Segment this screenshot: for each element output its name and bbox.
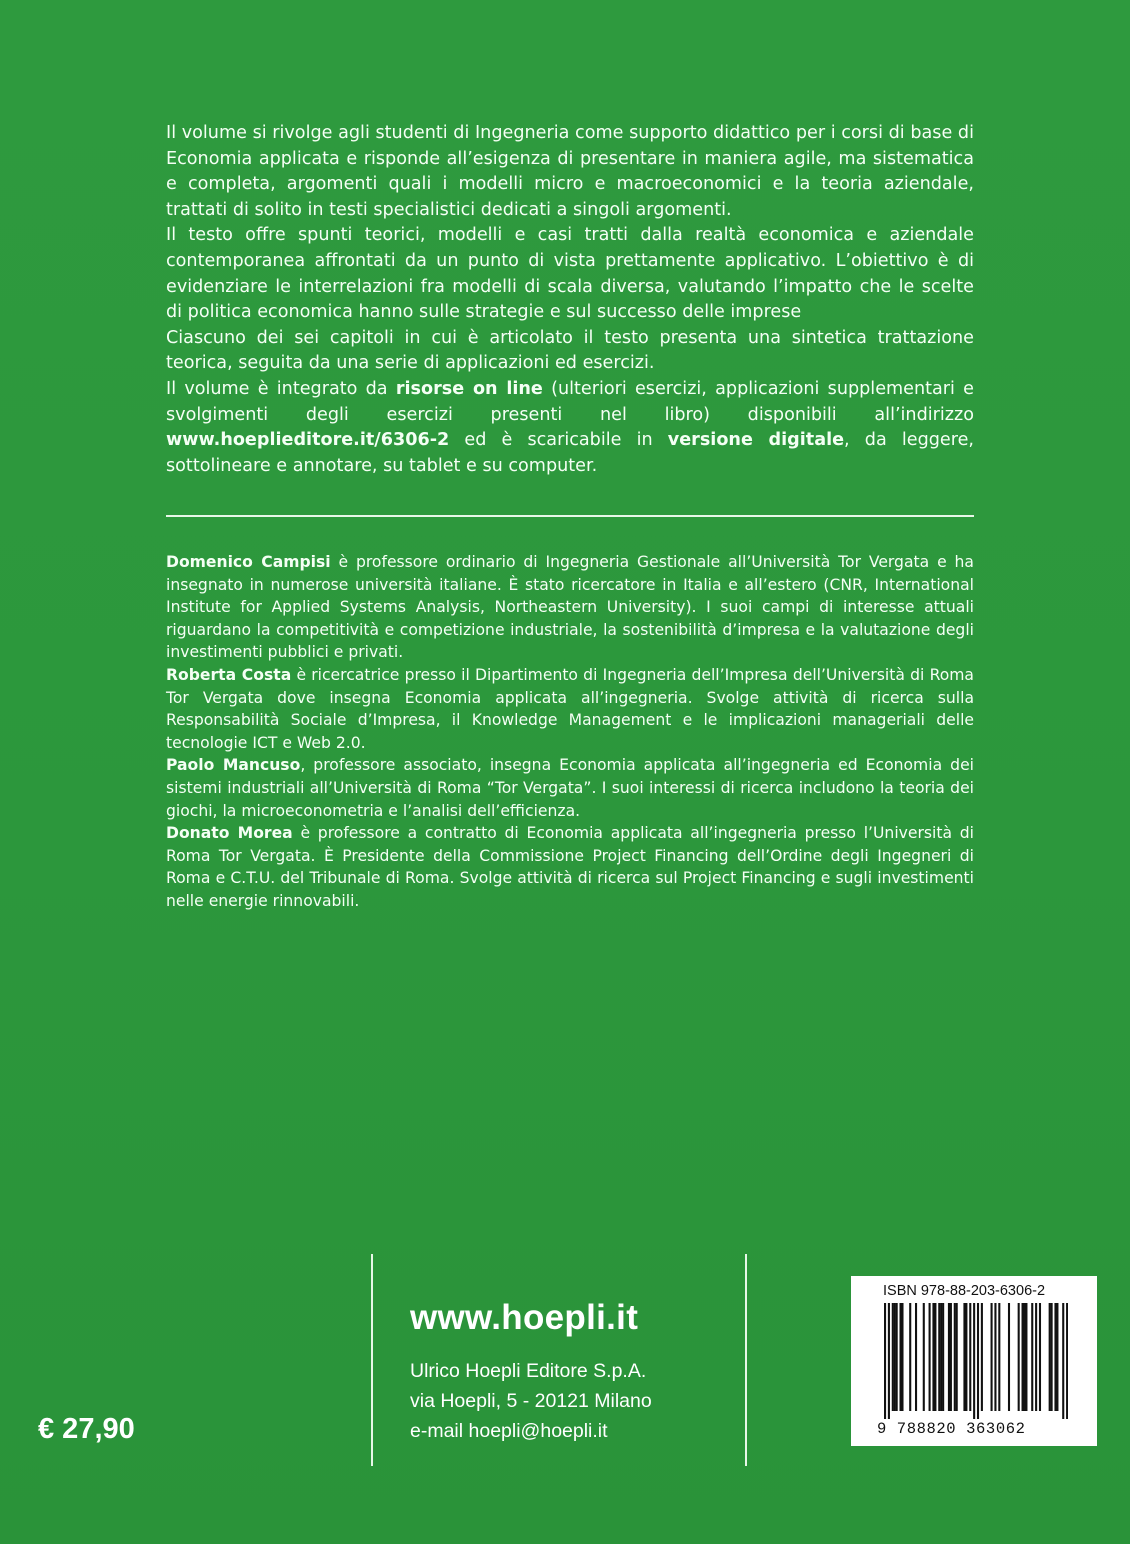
barcode-bar bbox=[981, 1303, 983, 1411]
barcode-label bbox=[851, 1276, 1097, 1446]
barcode-bar bbox=[954, 1303, 956, 1411]
barcode-bar bbox=[977, 1303, 979, 1419]
paragraph-text: Il volume è integrato da bbox=[166, 378, 396, 399]
author-name: Donato Morea bbox=[166, 824, 293, 843]
isbn-text: ISBN 978-88-203-6306-2 bbox=[883, 1283, 1046, 1299]
barcode-bar bbox=[1023, 1303, 1025, 1411]
barcode-bar bbox=[909, 1303, 911, 1411]
description-paragraph bbox=[166, 223, 974, 325]
barcode-bar bbox=[1054, 1303, 1056, 1411]
barcode-bar bbox=[1056, 1303, 1058, 1411]
barcode-bar bbox=[973, 1303, 975, 1419]
publisher-info bbox=[410, 1298, 652, 1446]
barcode-bar bbox=[896, 1303, 898, 1411]
barcode-bar bbox=[969, 1303, 971, 1411]
barcode-bar bbox=[1051, 1303, 1053, 1411]
barcode-bar bbox=[1062, 1303, 1064, 1419]
barcode-bar bbox=[915, 1303, 917, 1411]
paragraph-text: Il testo offre spunti teorici, modelli e casi tratti dalla realtà economica e aziendale contemporanea affrontati da un punto di vista prettamente applicativo. L’obiettivo è di evidenziare le interrelazioni fra modelli di scala diversa, valutando l’impatto che le scelte di politica economica hanno sulle strategie e sul successo delle imprese bbox=[166, 225, 974, 323]
description-paragraph bbox=[166, 377, 974, 479]
publisher-name: Ulrico Hoepli Editore S.p.A. bbox=[410, 1360, 647, 1382]
author-bio-text: è ricercatrice presso il Dipartimento di Ingegneria dell’Impresa dell’Università di Roma Tor Vergata dove insegna Economia applicata all’ingegneria. Svolge attività di ricerca sulla Responsabilità Sociale d’Impresa, il Knowledge Management e le implicazioni manageriali delle tecnologie ICT e Web 2.0. bbox=[166, 665, 974, 752]
barcode-bar bbox=[963, 1303, 965, 1411]
barcode-bar bbox=[1008, 1303, 1010, 1411]
barcode-bar bbox=[942, 1303, 944, 1411]
author-bio-text: è professore a contratto di Economia applicata all’ingegneria presso l’Università di Roma Tor Vergata. È Presidente della Commissione Project Financing dell’Ordine degli Ingegneri di Roma e C.T.U. del Tribunale di Roma. Svolge attività di ricerca sul Project Financing e sugli investimenti nelle energie rinnovabili. bbox=[166, 824, 974, 910]
barcode-bar bbox=[991, 1303, 993, 1411]
highlight-text: www.hoeplieditore.it/6306-2 bbox=[166, 430, 450, 451]
barcode-bar bbox=[956, 1303, 958, 1411]
paragraph-text: ed è scaricabile in bbox=[449, 430, 668, 451]
barcode-bar bbox=[884, 1303, 886, 1419]
barcode-bar bbox=[923, 1303, 925, 1411]
section-divider bbox=[166, 515, 974, 517]
barcode-bar bbox=[932, 1303, 934, 1411]
ean-digits: 9 788820 363062 bbox=[877, 1420, 1026, 1438]
barcode-bar bbox=[1025, 1303, 1027, 1411]
barcode-bar bbox=[948, 1303, 950, 1411]
barcode-bars bbox=[884, 1303, 1068, 1419]
barcode-bar bbox=[1049, 1303, 1051, 1411]
author-name: Roberta Costa bbox=[166, 665, 292, 684]
publisher-address: via Hoepli, 5 - 20121 Milano bbox=[410, 1390, 652, 1412]
book-description bbox=[166, 121, 974, 479]
highlight-text: risorse on line bbox=[395, 378, 543, 399]
author-bio bbox=[166, 664, 974, 754]
barcode-bar bbox=[965, 1303, 967, 1411]
paragraph-text: , da leggere, sottolineare e annotare, su tablet e su computer. bbox=[166, 430, 974, 476]
barcode-bar bbox=[1066, 1303, 1068, 1419]
author-bio bbox=[166, 754, 974, 822]
publisher-website[interactable]: www.hoepli.it bbox=[410, 1298, 639, 1337]
barcode-bar bbox=[934, 1303, 936, 1411]
paragraph-text: Ciascuno dei sei capitoli in cui è articolato il testo presenta una sintetica trattazione teorica, seguita da una serie di applicazioni ed esercizi. bbox=[166, 327, 974, 374]
highlight-text: versione digitale bbox=[667, 430, 845, 451]
barcode-bar bbox=[940, 1303, 942, 1411]
barcode-bar bbox=[892, 1303, 894, 1411]
barcode-bar bbox=[888, 1303, 890, 1419]
vertical-divider-left bbox=[371, 1254, 373, 1466]
barcode-bar bbox=[998, 1303, 1000, 1411]
barcode-bar bbox=[899, 1303, 901, 1411]
author-bios bbox=[166, 551, 974, 913]
author-bio-text: è professore ordinario di Ingegneria Gestionale all’Università Tor Vergata e ha insegnato in numerose università italiane. È stato ricercatore in Italia e all’estero (CNR, International Institute for Applied Systems Analysis, Northeastern University). I suoi campi di interesse attuali riguardano la competitività e competizione industriale, la sostenibilità d’impresa e la valutazione degli investimenti pubblici e privati. bbox=[166, 553, 974, 662]
barcode-bar bbox=[1018, 1303, 1020, 1411]
barcode-bar bbox=[901, 1303, 903, 1411]
barcode-bar bbox=[1022, 1303, 1024, 1411]
author-bio bbox=[166, 551, 974, 664]
barcode-bar bbox=[1031, 1303, 1033, 1411]
barcode-bar bbox=[950, 1303, 952, 1411]
barcode-bar bbox=[994, 1303, 996, 1411]
author-name: Domenico Campisi bbox=[166, 553, 331, 571]
author-bio-text: , professore associato, insegna Economia applicata all’ingegneria ed Economia dei sistemi industriali all’Università di Roma “Tor Vergata”. I suoi interessi di ricerca includono la teoria dei giochi, la microeconometria e l’analisi dell’efficienza. bbox=[166, 756, 975, 820]
publisher-email[interactable]: e-mail hoepli@hoepli.it bbox=[410, 1420, 608, 1442]
barcode-bar bbox=[894, 1303, 896, 1411]
description-paragraph bbox=[166, 121, 974, 223]
barcode-bar bbox=[929, 1303, 931, 1411]
description-paragraph bbox=[166, 326, 974, 377]
paragraph-text: (ulteriori esercizi, applicazioni supplementari e svolgimenti degli esercizi presenti nel libro) disponibili all’indirizzo bbox=[166, 378, 974, 425]
price-label: € 27,90 bbox=[38, 1413, 135, 1445]
barcode-bar bbox=[938, 1303, 940, 1411]
barcode-bar bbox=[1035, 1303, 1037, 1411]
author-name: Paolo Mancuso bbox=[166, 756, 301, 775]
vertical-divider-right bbox=[745, 1254, 747, 1466]
author-bio bbox=[166, 822, 974, 912]
barcode-bar bbox=[1039, 1303, 1041, 1411]
paragraph-text: Il volume si rivolge agli studenti di Ingegneria come supporto didattico per i corsi di base di Economia applicata e risponde all’esigenza di presentare in maniera agile, ma sistematica e completa, argomenti quali i modelli micro e macroeconomici e la teoria aziendale, trattati di solito in testi specialistici dedicati a singoli argomenti. bbox=[166, 123, 974, 220]
